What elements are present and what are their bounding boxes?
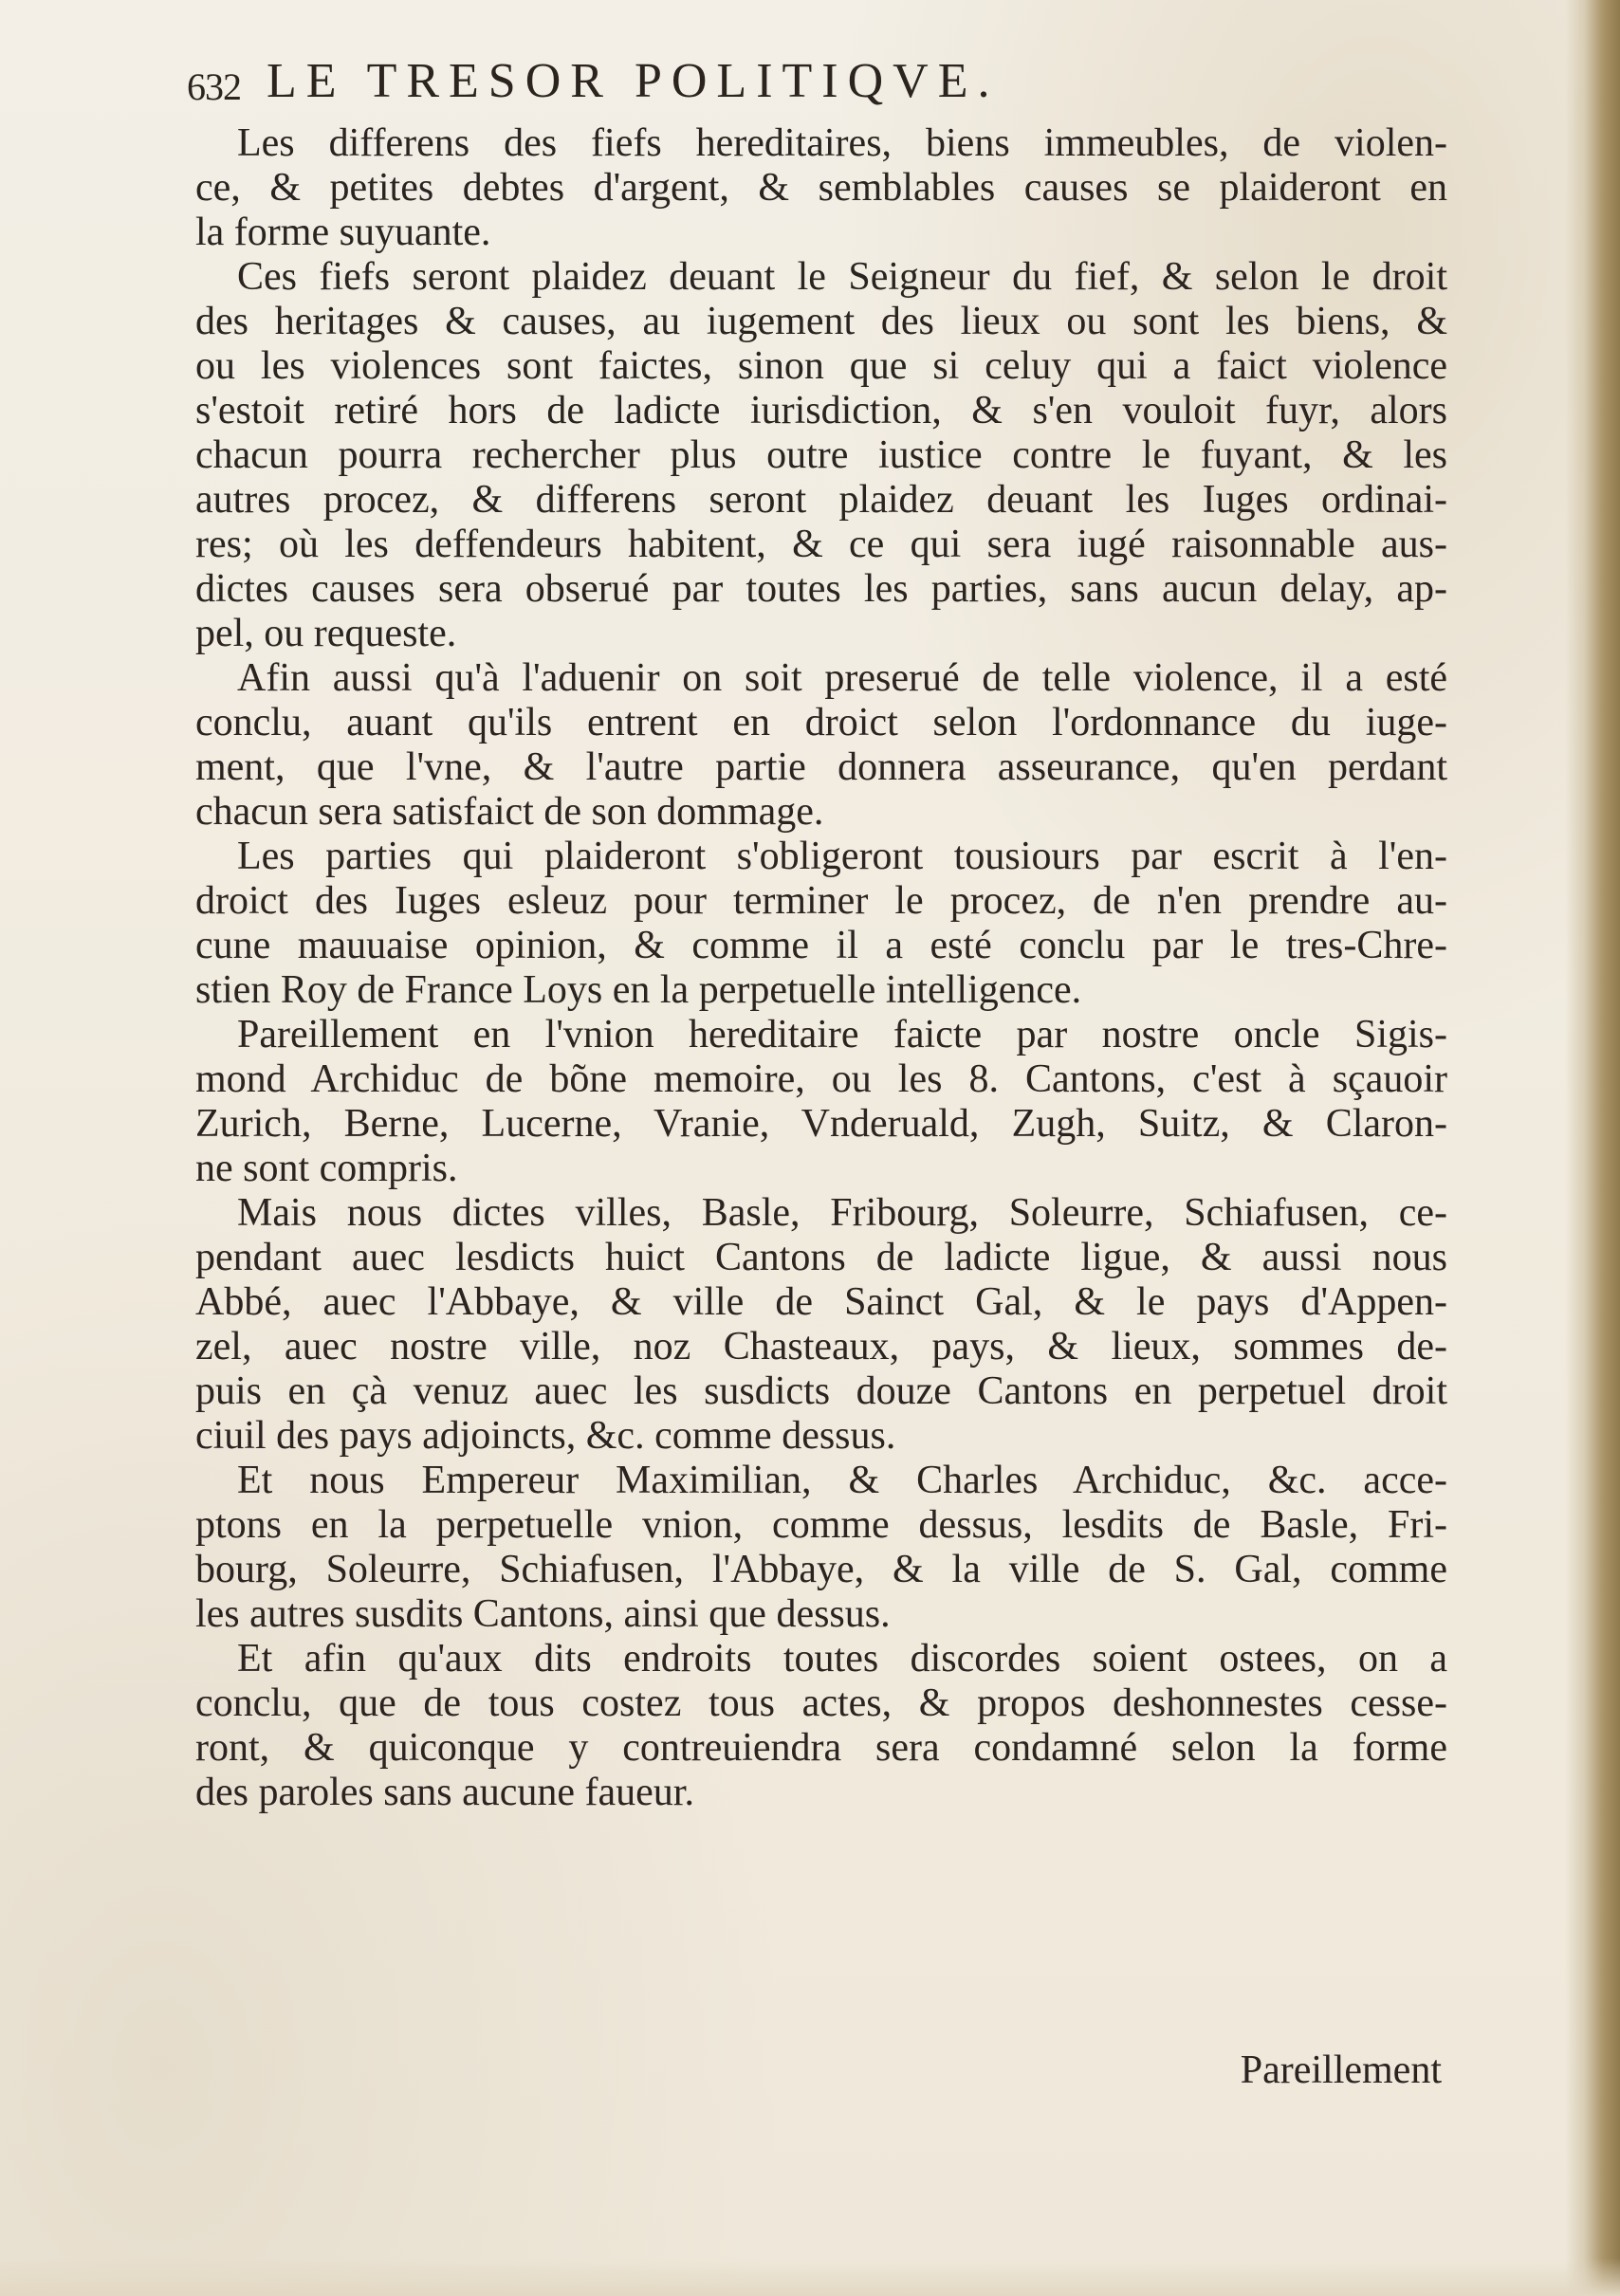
text-line: Pareillement en l'vnion hereditaire faicte par nostre oncle Sigis- — [237, 1013, 1447, 1056]
text-line: dictes causes sera obserué par toutes les parties, sans aucun delay, ap- — [195, 567, 1447, 611]
text-line: autres procez, & differens seront plaidez deuant les Iuges ordinai- — [195, 478, 1447, 522]
text-line: bourg, Soleurre, Schiafusen, l'Abbaye, & la ville de S. Gal, comme — [195, 1548, 1447, 1591]
text-line: Mais nous dictes villes, Basle, Fribourg, Soleurre, Schiafusen, ce- — [237, 1191, 1447, 1235]
text-line: les autres susdits Cantons, ainsi que dessus. — [195, 1592, 891, 1636]
text-line: s'estoit retiré hors de ladicte iurisdiction, & s'en vouloit fuyr, alors — [195, 389, 1447, 432]
text-line: Ces fiefs seront plaidez deuant le Seigneur du fief, & selon le droit — [237, 255, 1447, 299]
text-line: ciuil des pays adjoincts, &c. comme dessus. — [195, 1414, 896, 1458]
text-line: ront, & quiconque y contreuiendra sera condamné selon la forme — [195, 1726, 1447, 1770]
text-line: Abbé, auec l'Abbaye, & ville de Sainct Gal, & le pays d'Appen- — [195, 1280, 1447, 1324]
text-line: ptons en la perpetuelle vnion, comme dessus, lesdits de Basle, Fri- — [195, 1503, 1447, 1547]
text-line: ment, que l'vne, & l'autre partie donnera asseurance, qu'en perdant — [195, 745, 1447, 789]
text-line: zel, auec nostre ville, noz Chasteaux, pays, & lieux, sommes de- — [195, 1325, 1447, 1368]
text-line: des paroles sans aucune faueur. — [195, 1771, 694, 1814]
text-line: Et afin qu'aux dits endroits toutes discordes soient ostees, on a — [237, 1637, 1447, 1681]
text-line: res; où les deffendeurs habitent, & ce qui sera iugé raisonnable aus- — [195, 523, 1447, 566]
text-line: pendant auec lesdicts huict Cantons de ladicte ligue, & aussi nous — [195, 1236, 1447, 1279]
running-title: LE TRESOR POLITIQVE. — [267, 54, 1000, 108]
text-line: Afin aussi qu'à l'aduenir on soit preserué de telle violence, il a esté — [237, 656, 1447, 700]
page-number: 632 — [187, 65, 241, 108]
text-line: chacun pourra rechercher plus outre iustice contre le fuyant, & les — [195, 433, 1447, 477]
text-line: ce, & petites debtes d'argent, & semblables causes se plaideront en — [195, 166, 1447, 210]
text-line: ou les violences sont faictes, sinon que si celuy qui a faict violence — [195, 344, 1447, 388]
text-line: Zurich, Berne, Lucerne, Vranie, Vnderuald, Zugh, Suitz, & Claron- — [195, 1102, 1447, 1146]
text-line: stien Roy de France Loys en la perpetuelle intelligence. — [195, 968, 1082, 1012]
text-line: conclu, auant qu'ils entrent en droict selon l'ordonnance du iuge- — [195, 701, 1447, 744]
text-line: puis en çà venuz auec les susdicts douze Cantons en perpetuel droit — [195, 1369, 1447, 1413]
page-edge-shadow — [1565, 0, 1620, 2296]
catchword: Pareillement — [1240, 2048, 1442, 2092]
text-line: cune mauuaise opinion, & comme il a esté conclu par le tres-Chre- — [195, 924, 1447, 967]
page-bottom-shadow — [0, 2258, 1620, 2296]
text-line: conclu, que de tous costez tous actes, & propos deshonnestes cesse- — [195, 1681, 1447, 1725]
body-text — [195, 121, 1447, 1815]
text-line: mond Archiduc de bõne memoire, ou les 8. Cantons, c'est à sçauoir — [195, 1057, 1447, 1101]
text-line: chacun sera satisfaict de son dommage. — [195, 790, 824, 834]
text-line: la forme suyuante. — [195, 211, 491, 254]
running-header — [187, 47, 1372, 114]
text-line: pel, ou requeste. — [195, 612, 457, 655]
text-line: Les parties qui plaideront s'obligeront tousiours par escrit à l'en- — [237, 835, 1447, 878]
text-line: droict des Iuges esleuz pour terminer le procez, de n'en prendre au- — [195, 879, 1447, 923]
text-line: des heritages & causes, au iugement des lieux ou sont les biens, & — [195, 300, 1447, 343]
text-line: ne sont compris. — [195, 1147, 458, 1190]
text-line: Les differens des fiefs hereditaires, biens immeubles, de violen- — [237, 121, 1447, 165]
text-line: Et nous Empereur Maximilian, & Charles Archiduc, &c. acce- — [237, 1459, 1447, 1502]
